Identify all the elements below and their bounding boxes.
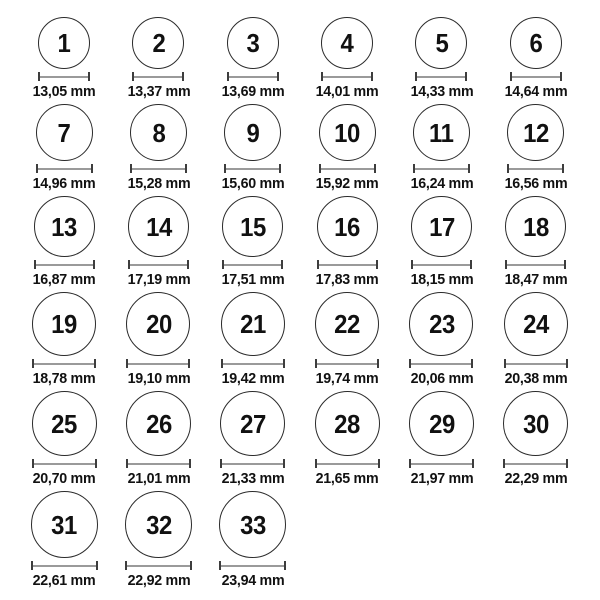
diameter-dimension-line [321, 72, 373, 81]
diameter-dimension-line [132, 72, 184, 81]
dimension-tick-right [283, 359, 285, 368]
ring-size-number: 22 [334, 309, 360, 339]
dimension-tick-right [468, 164, 470, 173]
ring-circle [34, 196, 95, 257]
ring-circle [411, 196, 472, 257]
ring-size-item [300, 292, 394, 386]
ring-circle [503, 391, 568, 456]
dimension-bar [128, 363, 188, 365]
diameter-dimension-line [125, 561, 192, 570]
dimension-bar [415, 168, 468, 170]
ring-size-item [111, 104, 205, 191]
dimension-tick-right [94, 359, 96, 368]
ring-size-item [17, 292, 111, 386]
ring-size-item [111, 491, 205, 588]
ring-size-number: 31 [51, 509, 77, 540]
ring-size-number: 1 [57, 28, 71, 58]
ring-size-number: 16 [334, 211, 360, 242]
diameter-label: 17,51 mm [221, 271, 285, 288]
ring-circle [126, 292, 190, 356]
ring-size-number: 4 [340, 28, 354, 58]
diameter-dimension-line [224, 164, 281, 173]
ring-circle [415, 17, 467, 69]
diameter-dimension-line [128, 260, 189, 269]
diameter-label: 21,01 mm [127, 470, 190, 487]
ring-size-item [111, 196, 205, 287]
diameter-dimension-line [409, 359, 473, 368]
diameter-dimension-line [315, 459, 380, 468]
ring-size-number: 32 [145, 509, 172, 540]
dimension-bar [224, 264, 281, 266]
ring-size-number: 27 [239, 408, 266, 439]
ring-circle [130, 104, 187, 161]
diameter-label: 21,65 mm [315, 470, 379, 487]
dimension-bar [36, 264, 93, 266]
diameter-label: 18,15 mm [410, 271, 473, 288]
diameter-label: 21,33 mm [221, 470, 285, 487]
ring-circle [125, 491, 192, 558]
dimension-bar [509, 168, 562, 170]
dimension-bar [132, 168, 185, 170]
diameter-dimension-line [317, 260, 378, 269]
dimension-tick-right [182, 72, 184, 81]
dimension-bar [33, 565, 96, 567]
diameter-dimension-line [130, 164, 187, 173]
dimension-tick-right [283, 459, 285, 468]
ring-circle [128, 196, 189, 257]
dimension-tick-right [187, 260, 189, 269]
diameter-label: 17,19 mm [127, 271, 190, 288]
diameter-label: 13,37 mm [127, 83, 190, 100]
diameter-label: 19,42 mm [221, 370, 285, 387]
ring-circle [222, 196, 283, 257]
diameter-label: 18,47 mm [504, 271, 568, 288]
ring-size-item [394, 196, 488, 287]
dimension-tick-right [277, 72, 279, 81]
dimension-tick-right [465, 72, 467, 81]
ring-size-item [17, 17, 111, 99]
dimension-bar [413, 264, 470, 266]
ring-size-row [17, 196, 583, 287]
diameter-label: 14,33 mm [410, 83, 473, 100]
diameter-dimension-line [220, 459, 285, 468]
diameter-dimension-line [222, 260, 283, 269]
diameter-label: 19,74 mm [315, 370, 379, 387]
ring-size-number: 12 [522, 117, 549, 148]
ring-size-number: 26 [145, 408, 172, 439]
ring-size-item [300, 104, 394, 191]
diameter-label: 17,83 mm [315, 271, 379, 288]
ring-size-item [206, 104, 300, 191]
dimension-bar [38, 168, 91, 170]
ring-size-item [111, 391, 205, 486]
dimension-tick-right [566, 459, 568, 468]
dimension-tick-right [560, 72, 562, 81]
dimension-tick-right [376, 260, 378, 269]
diameter-dimension-line [31, 561, 98, 570]
diameter-label: 14,01 mm [315, 83, 379, 100]
diameter-label: 16,87 mm [32, 271, 96, 288]
dimension-tick-right [470, 260, 472, 269]
dimension-bar [319, 264, 376, 266]
dimension-tick-right [374, 164, 376, 173]
ring-size-number: 18 [522, 211, 549, 242]
dimension-tick-right [279, 164, 281, 173]
diameter-dimension-line [126, 459, 191, 468]
diameter-dimension-line [413, 164, 470, 173]
dimension-tick-right [371, 72, 373, 81]
ring-size-item [17, 491, 111, 588]
ring-size-row [17, 292, 583, 386]
ring-size-number: 29 [428, 408, 455, 439]
diameter-label: 20,06 mm [410, 370, 473, 387]
ring-circle [315, 292, 379, 356]
ring-size-item [489, 391, 583, 486]
diameter-label: 18,78 mm [32, 370, 96, 387]
ring-size-grid [17, 0, 583, 588]
dimension-bar [317, 363, 377, 365]
ring-circle [505, 196, 566, 257]
ring-size-item [111, 292, 205, 386]
ring-size-item [394, 292, 488, 386]
diameter-dimension-line [505, 260, 566, 269]
ring-size-row [17, 17, 583, 99]
dimension-bar [34, 363, 94, 365]
diameter-dimension-line [32, 459, 97, 468]
ring-size-number: 10 [334, 117, 360, 148]
ring-size-number: 25 [51, 408, 77, 439]
diameter-dimension-line [126, 359, 190, 368]
ring-circle [219, 491, 286, 558]
ring-size-row [17, 104, 583, 191]
ring-size-number: 33 [239, 509, 266, 540]
diameter-label: 14,64 mm [504, 83, 568, 100]
ring-size-number: 20 [145, 309, 172, 339]
dimension-tick-right [93, 260, 95, 269]
diameter-label: 23,94 mm [221, 572, 285, 589]
ring-size-number: 28 [334, 408, 360, 439]
dimension-tick-right [190, 561, 192, 570]
ring-size-number: 3 [246, 28, 260, 58]
ring-size-number: 11 [429, 117, 454, 148]
ring-size-item [394, 104, 488, 191]
diameter-label: 22,29 mm [504, 470, 568, 487]
ring-size-number: 17 [428, 211, 455, 242]
ring-size-item [489, 196, 583, 287]
ring-circle [507, 104, 564, 161]
ring-circle [32, 292, 96, 356]
ring-size-number: 23 [428, 309, 455, 339]
diameter-label: 21,97 mm [410, 470, 473, 487]
diameter-dimension-line [507, 164, 564, 173]
dimension-bar [40, 76, 88, 78]
dimension-bar [417, 76, 465, 78]
diameter-dimension-line [38, 72, 90, 81]
diameter-dimension-line [409, 459, 474, 468]
dimension-bar [229, 76, 277, 78]
dimension-tick-right [564, 260, 566, 269]
ring-size-item [111, 17, 205, 99]
ring-circle [220, 391, 285, 456]
ring-circle [409, 391, 474, 456]
dimension-bar [34, 463, 95, 465]
dimension-bar [221, 565, 284, 567]
diameter-dimension-line [219, 561, 286, 570]
diameter-dimension-line [504, 359, 568, 368]
dimension-bar [128, 463, 189, 465]
ring-size-item [17, 196, 111, 287]
ring-size-item [300, 196, 394, 287]
ring-size-item [206, 391, 300, 486]
ring-size-item [206, 17, 300, 99]
ring-size-item [300, 17, 394, 99]
diameter-label: 16,24 mm [410, 175, 473, 192]
ring-size-row [17, 491, 583, 588]
diameter-label: 13,69 mm [221, 83, 285, 100]
dimension-tick-right [96, 561, 98, 570]
diameter-dimension-line [411, 260, 472, 269]
ring-size-number: 19 [51, 309, 77, 339]
ring-size-item [394, 17, 488, 99]
dimension-bar [506, 363, 566, 365]
ring-size-item [394, 391, 488, 486]
dimension-bar [411, 363, 471, 365]
ring-size-number: 7 [57, 117, 71, 148]
diameter-dimension-line [503, 459, 568, 468]
dimension-bar [226, 168, 279, 170]
diameter-dimension-line [34, 260, 95, 269]
diameter-dimension-line [315, 359, 379, 368]
ring-size-number: 15 [239, 211, 266, 242]
dimension-tick-right [562, 164, 564, 173]
ring-size-number: 13 [51, 211, 77, 242]
diameter-label: 16,56 mm [504, 175, 568, 192]
diameter-label: 13,05 mm [32, 83, 96, 100]
ring-circle [409, 292, 473, 356]
diameter-label: 22,92 mm [127, 572, 190, 589]
ring-circle [224, 104, 281, 161]
ring-size-number: 24 [522, 309, 549, 339]
diameter-label: 22,61 mm [32, 572, 96, 589]
ring-size-row [17, 391, 583, 486]
dimension-bar [507, 264, 564, 266]
ring-size-number: 30 [522, 408, 549, 439]
dimension-bar [223, 363, 283, 365]
ring-size-number: 21 [239, 309, 266, 339]
ring-circle [413, 104, 470, 161]
ring-circle [321, 17, 373, 69]
ring-size-item [206, 292, 300, 386]
ring-circle [132, 17, 184, 69]
diameter-label: 15,60 mm [221, 175, 285, 192]
ring-circle [227, 17, 279, 69]
ring-circle [319, 104, 376, 161]
dimension-bar [411, 463, 472, 465]
ring-circle [221, 292, 285, 356]
dimension-tick-right [377, 359, 379, 368]
ring-size-number: 9 [246, 117, 260, 148]
dimension-tick-right [88, 72, 90, 81]
dimension-tick-right [281, 260, 283, 269]
ring-circle [317, 196, 378, 257]
dimension-bar [512, 76, 560, 78]
ring-size-number: 6 [529, 28, 543, 58]
ring-size-number: 14 [145, 211, 172, 242]
ring-size-number: 2 [152, 28, 165, 58]
dimension-tick-right [472, 459, 474, 468]
ring-size-item [489, 17, 583, 99]
dimension-tick-right [284, 561, 286, 570]
dimension-tick-right [91, 164, 93, 173]
ring-size-number: 5 [435, 28, 448, 58]
dimension-bar [222, 463, 283, 465]
ring-size-item [206, 196, 300, 287]
diameter-label: 15,28 mm [127, 175, 190, 192]
ring-circle [36, 104, 93, 161]
diameter-dimension-line [32, 359, 96, 368]
diameter-dimension-line [221, 359, 285, 368]
ring-circle [510, 17, 562, 69]
dimension-tick-right [378, 459, 380, 468]
dimension-tick-right [95, 459, 97, 468]
dimension-bar [505, 463, 566, 465]
dimension-bar [323, 76, 371, 78]
ring-size-item [300, 391, 394, 486]
ring-circle [315, 391, 380, 456]
dimension-bar [130, 264, 187, 266]
diameter-dimension-line [36, 164, 93, 173]
ring-circle [126, 391, 191, 456]
diameter-dimension-line [415, 72, 467, 81]
diameter-label: 19,10 mm [127, 370, 190, 387]
ring-size-item [206, 491, 300, 588]
dimension-bar [134, 76, 182, 78]
dimension-tick-right [188, 359, 190, 368]
dimension-tick-right [471, 359, 473, 368]
ring-circle [32, 391, 97, 456]
diameter-dimension-line [319, 164, 376, 173]
ring-size-item [489, 104, 583, 191]
ring-circle [504, 292, 568, 356]
diameter-dimension-line [227, 72, 279, 81]
diameter-label: 14,96 mm [32, 175, 96, 192]
ring-size-number: 8 [152, 117, 165, 148]
diameter-label: 20,38 mm [504, 370, 568, 387]
dimension-tick-right [185, 164, 187, 173]
ring-size-item [489, 292, 583, 386]
dimension-bar [127, 565, 190, 567]
ring-circle [31, 491, 98, 558]
ring-size-item [17, 391, 111, 486]
diameter-label: 20,70 mm [32, 470, 96, 487]
diameter-label: 15,92 mm [315, 175, 379, 192]
dimension-bar [317, 463, 378, 465]
ring-circle [38, 17, 90, 69]
ring-size-item [17, 104, 111, 191]
dimension-bar [321, 168, 374, 170]
diameter-dimension-line [510, 72, 562, 81]
dimension-tick-right [189, 459, 191, 468]
dimension-tick-right [566, 359, 568, 368]
